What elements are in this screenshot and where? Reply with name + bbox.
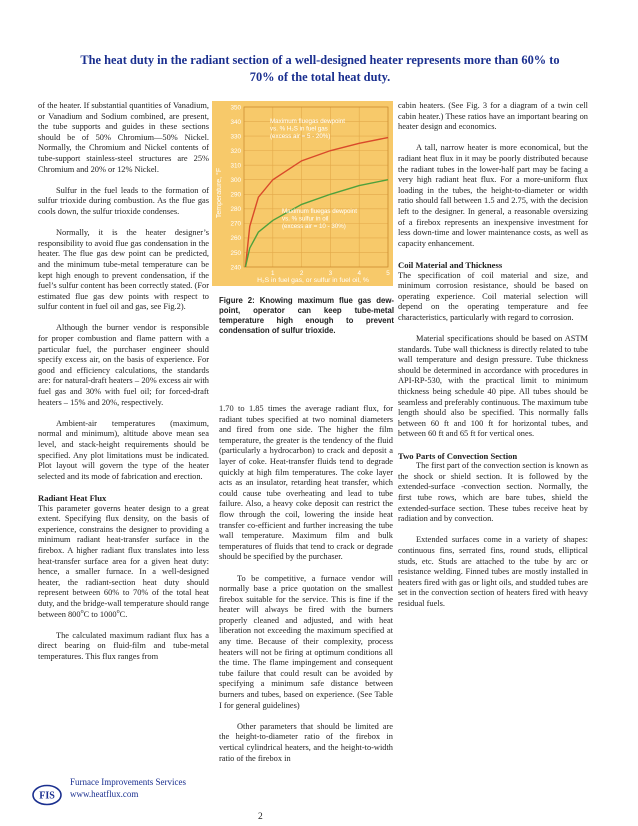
chart-y-tick-label: 250 — [230, 249, 241, 257]
chart-x-tick-label: 4 — [357, 270, 361, 277]
chart-series-label: Maximum fluegas dewpoint — [282, 208, 357, 215]
dewpoint-chart — [212, 101, 393, 286]
page-number: 2 — [258, 812, 263, 822]
paragraph: Ambient-air temperatures (maximum, normal and minimum), altitude above mean sea level, and stack-height requirements should be specified. Any plot limitations must be indicated. Plot layout will govern the type of the heater selected and its mode of fabrication and erection. — [38, 418, 209, 481]
chart-x-tick-label: 2 — [299, 270, 304, 277]
chart-y-tick-label: 280 — [230, 206, 241, 214]
chart-y-tick-label: 320 — [230, 147, 241, 155]
chart-y-tick-label: 300 — [230, 177, 241, 185]
section-heading-radiant-heat-flux: Radiant Heat Flux — [38, 492, 107, 503]
paragraph: To be competitive, a furnace vendor will normally base a price quotation on the smallest firebox suitable for the service. This is fine if the heater will always be fired with the burners properly cleaned and adjusted, and with heat liberation not exceeding the maximum specified at any time. Because of their complexity, process heaters will not be firing at optimum conditions all the time. The flame impingement and consequent tube failure that could result can be avoided by specifying a minimum safe distance between burners and tubes, based on experience. (See Table I for general guidelines) — [219, 573, 393, 710]
paragraph: of the heater. If substantial quantities of Vanadium, or Vanadium and Sodium combined, are present, the tube supports and guides in these sections should be of 50% Chromium—50% Nickel. Normally, the Chromium and Nickel contents of tube-support stainless-steel structures are 25% Chromium and 20% or 12% Nickel. — [38, 101, 209, 174]
paragraph: Material specifications should be based on ASTM standards. Tube wall thickness is directly related to tube wall temperature and design pressure. Tube thickness should be determined in accordance with procedures in API-RP-530, with the practical limit to minimum thickness being schedule 40 pipe. All tubes should be seamless and preferably continuous. The maximum tube length should also be specified. This normally falls between 60 ft and 100 ft for horizontal tubes, and between 60 ft and 65 ft for vertical ones. — [398, 334, 588, 439]
chart-y-tick-label: 350 — [230, 104, 241, 112]
chart-x-tick-label: 3 — [328, 270, 333, 277]
chart-series-label: vs. % H₂S in fuel gas — [270, 125, 328, 133]
paragraph: The specification of coil material and size, and minimum corrosion resistance, should be based on operating experience. Coil material selection will depend on the operating temperature and fee characteristics, particularly with regard to corrosion. — [398, 270, 588, 322]
svg-text:FIS: FIS — [39, 790, 55, 802]
figure-caption: Figure 2: Knowing maximum flue gas dew-point, operator can keep tube-metal temperature high enough to prevent condensation of sulfur trioxide. — [219, 296, 394, 335]
footer-url[interactable]: www.heatflux.com — [70, 789, 139, 799]
chart-y-tick-label: 260 — [230, 235, 241, 243]
section-heading-coil-material: Coil Material and Thickness — [398, 259, 503, 270]
paragraph: cabin heaters. (See Fig. 3 for a diagram of a twin cell cabin heater.) These ratios have an important bearing on heater design and economics. — [398, 101, 588, 132]
paragraph: Sulfur in the fuel leads to the formation of sulfur trioxide during combustion. As the flue gas cools down, the sulfur trioxide condenses. — [38, 185, 209, 216]
chart-x-tick-label: 5 — [386, 270, 390, 277]
fis-logo — [32, 784, 62, 806]
paragraph: The first part of the convection section is known as the shock or shield section. It is followed by the extended-surface -convection section. Normally, the first tube rows, which are bare tubes, shield the extended-surface section. These tubes receive heat by radiation and by convection. — [398, 461, 588, 524]
paragraph: Normally, it is the heater designer’s responsibility to avoid flue gas condensation in the heater. The flue gas dew point can be predicted, and the minimum tube-metal temperature can be kept high enough to prevent condensation, if the fuel’s sulfur content has been correctly stated. (For estimated flue gas dew points with respect to sulfur content in fuel oil and gas, see Fig.2). — [38, 228, 209, 312]
paragraph: Other parameters that should be limited are the height-to-diameter ratio of the firebox in vertical cylindrical heaters, and the height-to-width ratio of the firebox in — [219, 721, 393, 763]
title-line-1: The heat duty in the radiant section of a well-designed heater represents more than 60% to — [80, 53, 560, 67]
paragraph: This parameter governs heater design to a great extent. Specifying flux density, on the basis of experience, constrains the designer to providing a minimum radiant heat-transfer surface in the firebox. A higher radiant flux translates into less heat-transfer surface area for a given heat duty: hence, a smaller furnace. In a well-designed heater, the radiant-section heat duty should represent between 60% to 70% of the total heat duty, and the bridge-wall temperature should range between 800$^o$C to 1000$^o$C. — [38, 503, 209, 619]
chart-y-tick-label: 310 — [230, 162, 241, 170]
paragraph: 1.70 to 1.85 times the average radiant flux, for radiant tubes specified at two nominal diameters and fired from one side. The higher the film temperature, the greater is the tendency of the fluid (particularly a hydrocarbon) to crack and deposit a layer of coke. Heat-transfer fluids tend to degrade quickly at high film temperatures. The coke layer acts as an insulator, retarding heat transfer, which could cause tube overheating and lead to tube failure. Also, a heavy coke deposit can restrict the flow through the coil, lowering the inside heat transfer co-efficient and further increasing the tube wall temperature. Maximum film and bulk temperatures of fluids that tend to crack or degrade should be specified by the purchaser. — [219, 404, 393, 562]
chart-y-tick-label: 290 — [230, 191, 241, 199]
chart-series-label: (excess air = 5 - 20%) — [270, 132, 331, 140]
chart-series-label: Maximum fluegas dewpoint — [270, 118, 345, 125]
chart-y-axis-label: Temperature, °F — [216, 167, 223, 219]
chart-x-tick-label: 1 — [271, 270, 275, 277]
chart-series-label: (excess air = 10 - 30%) — [282, 222, 346, 230]
paragraph: Extended surfaces come in a variety of shapes: continuous fins, serrated fins, round studs, elliptical studs, etc. Studs are attached to the tube by arc or resistance welding. Finned tubes are mostly installed in heaters fired with gas or light oils, and studded tubes are set in the convection section of heaters fired with heavy residual fuels. — [398, 535, 588, 608]
section-heading-convection: Two Parts of Convection Section — [398, 450, 518, 461]
paragraph: Although the burner vendor is responsible for proper combustion and flame pattern with a particular fuel, the purchaser engineer should specify excess air, on the basis of experience. For good and efficiency calculations, the standards are: for natural-draft heaters – 20% excess air with fuel gas and 30% with fuel oil; for forced-draft heaters – 15% and 20%, respectively. — [38, 323, 209, 407]
column-right — [398, 101, 588, 610]
page-title — [40, 52, 600, 86]
chart-y-tick-label: 340 — [230, 118, 241, 126]
paragraph: A tall, narrow heater is more economical, but the radiant heat flux in it may be poorly distributed because the radiant tubes in the lower-half part may be facing a very high radiant heat flux. For a more-uniform flux loading in the tubes, the height-to-diameter or width ratio should fall between 1.5 and 2.75, with the decision left to the designer. In general, a reasonable oversizing of a firebox represents an inexpensive investment for less down-time and lower maintenance costs, as well as capacity enhancement. — [398, 143, 588, 248]
chart-x-axis-label: H₂S in fuel gas, or sulfur in fuel oil, % — [257, 277, 369, 284]
title-line-2: 70% of the total heat duty. — [249, 70, 391, 84]
chart-y-tick-label: 330 — [230, 133, 241, 141]
footer-company: Furnace Improvements Services — [70, 777, 186, 787]
column-middle — [219, 404, 393, 764]
chart-series-label: vs. % sulfur in oil — [282, 215, 329, 223]
paragraph: The calculated maximum radiant flux has a direct bearing on fluid-film and tube-metal temperatures. This flux ranges from — [38, 630, 209, 661]
column-left — [38, 101, 209, 662]
chart-y-tick-label: 270 — [230, 220, 241, 228]
chart-y-tick-label: 240 — [230, 264, 241, 272]
